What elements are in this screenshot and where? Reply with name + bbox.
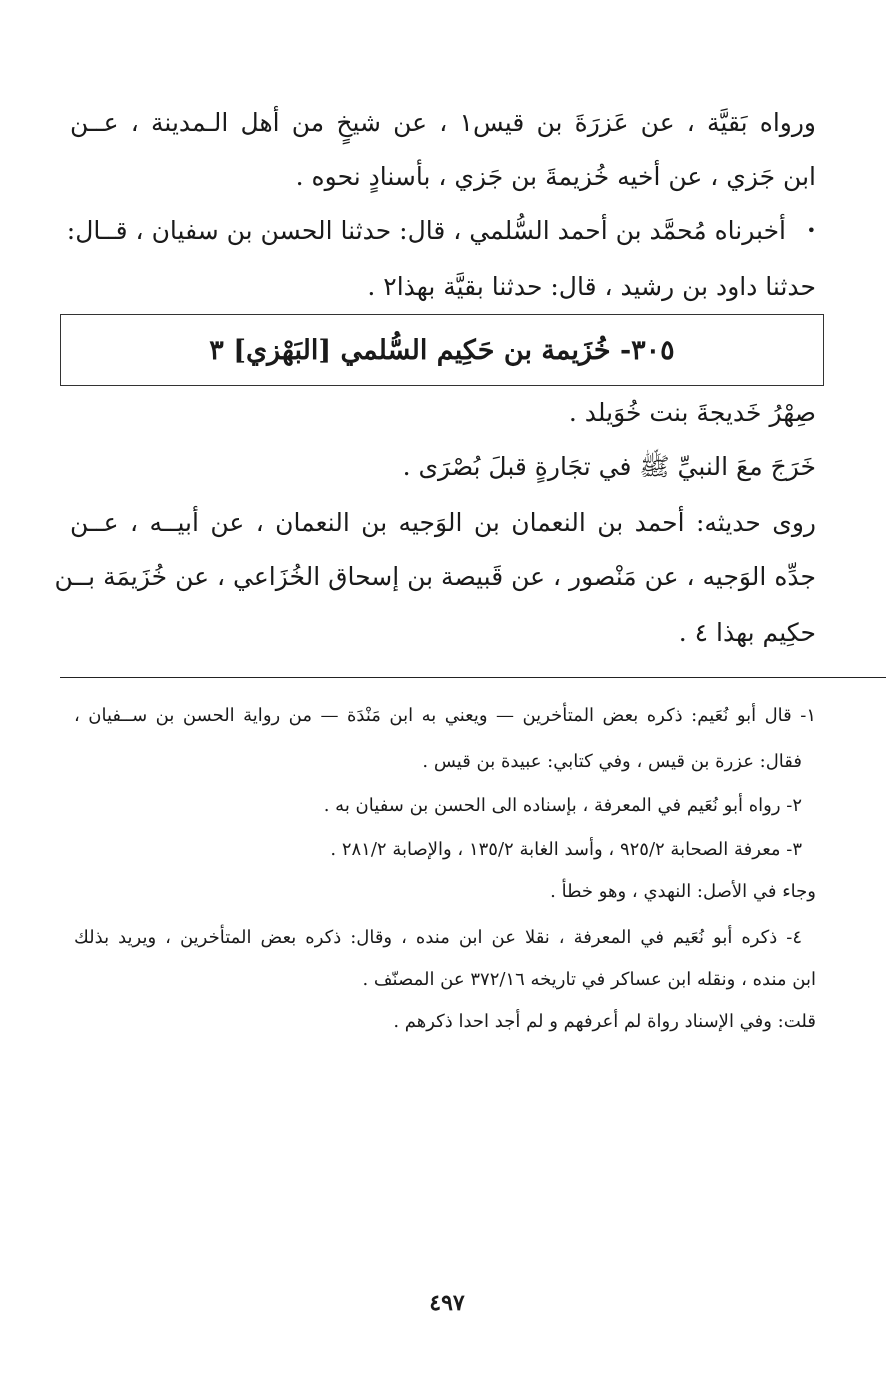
- page-number: ٤٩٧: [429, 1290, 465, 1316]
- footnote-line-2: فقال: عزرة بن قيس ، وفي كتابي: عبيدة بن قيس .: [422, 751, 802, 772]
- footnote-line-5: وجاء في الأصل: النهدي ، وهو خطأ .: [550, 881, 816, 902]
- footnote-line-4: ٣- معرفة الصحابة ٩٢٥/٢ ، وأسد الغابة ١٣٥/٢ ، والإصابة ٢٨١/٢ .: [330, 839, 802, 860]
- body-line-2: ابن جَزي ، عن أخيه خُزيمةَ بن جَزي ، بأسنادٍ نحوه .: [295, 162, 816, 191]
- entry-line-5: حكِيم بهذا ٤ .: [678, 618, 816, 647]
- footnote-divider: [60, 677, 886, 678]
- footnote-line-1: ١- قال أبو نُعَيم: ذكره بعض المتأخرين — ويعني به ابن مَنْدَة — من رواية الحسن بن ســفيان ،: [74, 705, 816, 726]
- entry-title: ٣٠٥- خُزَيمة بن حَكِيم السُّلمي [البَهْزي] ٣: [209, 335, 675, 366]
- body-line-3: أخبرناه مُحمَّد بن أحمد السُّلمي ، قال: حدثنا الحسن بن سفيان ، قــال:: [66, 216, 786, 245]
- entry-line-3: روى حديثه: أحمد بن النعمان بن الوَجيه بن النعمان ، عن أبيــه ، عــن: [70, 508, 816, 537]
- entry-title-box: [60, 314, 824, 386]
- body-line-1: ورواه بَقيَّة ، عن عَزرَةَ بن قيس١ ، عن شيخٍ من أهل الـمدينة ، عــن: [70, 108, 816, 137]
- entry-line-1: صِهْرُ خَديجةَ بنت خُوَيلد .: [568, 398, 816, 427]
- entry-line-4: جدِّه الوَجيه ، عن مَنْصور ، عن قَبيصة بن إسحاق الخُزَاعي ، عن خُزَيمَة بــن: [54, 562, 816, 591]
- bullet-marker: •: [806, 221, 816, 240]
- footnote-line-3: ٢- رواه أبو نُعَيم في المعرفة ، بإسناده الى الحسن بن سفيان به .: [323, 795, 802, 816]
- footnote-line-6: ٤- ذكره أبو نُعَيم في المعرفة ، نقلا عن ابن منده ، وقال: ذكره بعض المتأخرين ، ويريد بذلك: [74, 927, 802, 948]
- body-line-4: حدثنا داود بن رشيد ، قال: حدثنا بقيَّة بهذا٢ .: [367, 272, 816, 301]
- entry-line-2: خَرَجَ معَ النبيِّ ﷺ في تجَارةٍ قبلَ بُصْرَى .: [402, 452, 816, 481]
- footnote-line-7: ابن منده ، ونقله ابن عساكر في تاريخه ٣٧٢/١٦ عن المصنّف .: [362, 969, 816, 990]
- footnote-line-8: قلت: وفي الإسناد رواة لم أعرفهم و لم أجد احدا ذكرهم .: [393, 1011, 816, 1032]
